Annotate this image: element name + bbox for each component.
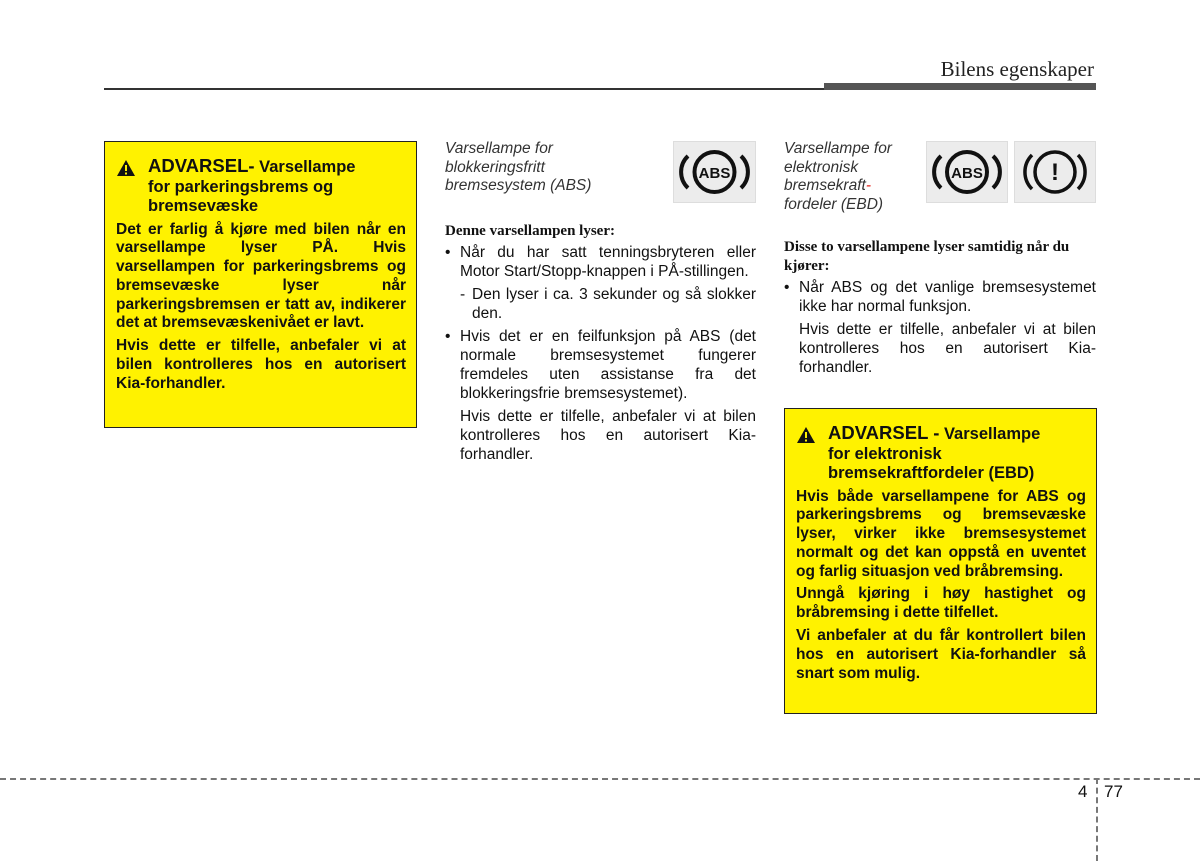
list-item: • Hvis det er en feilfunksjon på ABS (det normale bremsesystemet fungerer fremdeles uten assistanse fra det blokkeringsfrie bremsesystemet). (445, 328, 756, 402)
section-title-abs: Varsellampe for blokkeringsfritt bremsesystem (ABS) (445, 140, 592, 194)
warning-paragraph: Hvis både varsellampene for ABS og parkeringsbrems og bremsevæske lyser, virker ikke bremsesystemet normalt og det kan oppstå en uventet og farlig situasjon ved bråbremsing. (796, 487, 1086, 580)
chapter-number: 4 (1078, 782, 1088, 801)
warning-paragraph: Vi anbefaler at du får kontrollert bilen hos en autorisert Kia-forhandler så snart som mulig. (796, 627, 1086, 682)
ebd-brake-lamp-panel (1014, 141, 1096, 203)
warning-box-parking-brake (104, 141, 417, 428)
footer-rule (0, 778, 1200, 780)
warning-heading (796, 423, 1086, 484)
warning-paragraph: Det er farlig å kjøre med bilen når en varsellampe lyser PÅ. Hvis varsellampen for parkeringsbrems og bremsevæske lyser når parkeringsbremsen er tatt av, indikerer det at bremsevæskenivået er lavt. (116, 220, 406, 332)
warning-heading (116, 156, 406, 217)
section-title-ebd: Varsellampe for elektronisk bremsekraft- fordeler (EBD) (784, 140, 892, 213)
svg-text:ABS: ABS (698, 165, 731, 182)
page-number: 77 (1104, 782, 1123, 801)
list-continuation: Hvis dette er tilfelle, anbefaler vi at bilen kontrolleres hos en autorisert Kia-forhandler. (460, 408, 756, 463)
brake-warning-icon (1015, 142, 1095, 202)
header-bar (824, 83, 1096, 90)
svg-text:ABS: ABS (951, 165, 983, 182)
list-item: • Når ABS og det vanlige bremsesystemet ikke har normal funksjon. (784, 279, 1096, 315)
ebd-abs-lamp-panel (926, 141, 1008, 203)
list-subitem: - Den lyser i ca. 3 sekunder og så slokker den. (460, 286, 756, 322)
warning-title: ADVARSEL- Varsellampe for parkeringsbrems og bremsevæske (148, 155, 356, 215)
abs-warning-icon (927, 142, 1007, 202)
warning-triangle-icon (796, 426, 816, 444)
abs-body (445, 222, 756, 468)
abs-warning-icon (674, 142, 755, 202)
abs-lamp-panel (673, 141, 756, 203)
ebd-lead: Disse to varsellampene lyser samtidig når du kjører: (784, 239, 1070, 274)
warning-box-ebd (784, 408, 1097, 714)
running-header: Bilens egenskaper (940, 57, 1094, 81)
header-rule (104, 88, 824, 90)
list-item: • Når du har satt tenningsbryteren eller Motor Start/Stopp-knappen i PÅ-stillingen. (445, 244, 756, 280)
warning-title: ADVARSEL - Varsellampe for elektronisk bremsekraftfordeler (EBD) (828, 422, 1041, 482)
abs-lead: Denne varsellampen lyser: (445, 223, 615, 239)
footer-divider (1096, 778, 1098, 861)
ebd-body (784, 238, 1096, 381)
warning-paragraph: Unngå kjøring i høy hastighet og bråbremsing i dette tilfellet. (796, 585, 1086, 622)
svg-text:!: ! (1051, 159, 1059, 186)
warning-triangle-icon (116, 159, 136, 177)
list-continuation: Hvis dette er tilfelle, anbefaler vi at bilen kontrolleres hos en autorisert Kia-forhandler. (799, 321, 1096, 376)
warning-paragraph: Hvis dette er tilfelle, anbefaler vi at bilen kontrolleres hos en autorisert Kia-forhandler. (116, 337, 406, 392)
